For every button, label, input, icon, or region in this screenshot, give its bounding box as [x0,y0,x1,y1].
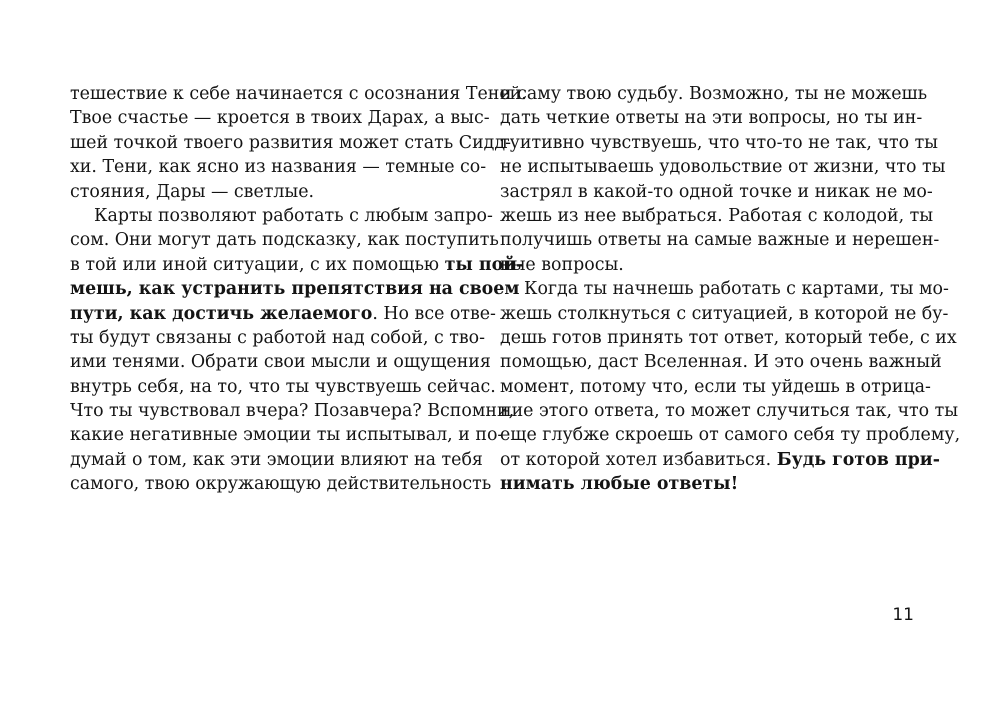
text-line [70,277,520,301]
text-line [70,302,496,326]
bold-text-segment: Будь готов при- [776,449,940,470]
text-line [70,399,515,423]
text-segment: еще глубже скроешь от самого себя ту проблему, [500,425,961,446]
text-line [70,106,490,130]
bold-text-segment: ты пой- [444,254,524,275]
text-line [500,82,928,106]
text-segment: не испытываешь удовольствие от жизни, что ты [500,157,946,178]
text-segment: дать четкие ответы на эти вопросы, но ты ин- [500,108,923,129]
page-number: 11 [892,605,914,625]
text-line [70,131,511,155]
text-segment: ими тенями. Обрати свои мысли и ощущения [70,352,491,373]
text-segment: сом. Они могут дать подсказку, как поступить [70,230,499,251]
text-segment: хи. Тени, как ясно из названия — темные со- [70,157,487,178]
text-line [500,472,912,496]
text-segment: самого, твою окружающую действительность [70,474,492,495]
text-line [500,423,961,447]
bold-text-segment: нимать любые ответы! [500,474,739,495]
text-segment: жешь столкнуться с ситуацией, в которой не бу- [500,303,949,324]
text-segment: ты будут связаны с работой над собой, с тво- [70,327,486,348]
text-segment: стояния, Дары — светлые. [70,181,315,202]
text-segment: внутрь себя, на то, что ты чувствуешь сейчас. [70,376,496,397]
text-segment: туитивно чувствуешь, что что-то не так, что ты [500,132,939,153]
bold-text-segment: пути, как достичь желаемого [70,303,373,324]
text-segment: тешествие к себе начинается с осознания Теней. [70,84,527,104]
text-line [70,375,496,399]
text-line [70,253,524,277]
text-segment: жешь из нее выбраться. Работая с колодой, ты [500,205,934,226]
text-line [500,375,931,399]
text-line [500,448,940,472]
text-line [500,228,940,252]
text-line [500,155,946,179]
text-line [70,326,486,350]
text-line [500,399,959,423]
text-line [70,472,492,496]
text-line [70,350,491,374]
text-segment: Твое счастье — кроется в твоих Дарах, а выс- [70,108,490,129]
text-segment: помощью, даст Вселенная. И это очень важный [500,352,942,373]
text-segment: от которой хотел избавиться. [500,449,777,470]
text-line [70,448,482,472]
text-segment: дешь готов принять тот ответ, который тебе, с их [500,327,957,348]
text-segment: и саму твою судьбу. Возможно, ты не можешь [500,84,928,104]
text-line [70,180,482,204]
text-line [500,180,933,204]
text-line [500,350,942,374]
text-line [500,302,949,326]
text-line [70,204,493,228]
text-segment: думай о том, как эти эмоции влияют на тебя [70,449,483,470]
text-segment: Карты позволяют работать с любым запро- [94,205,493,226]
text-segment: Когда ты начнешь работать с картами, ты мо- [524,279,949,300]
left-text-column [70,82,527,497]
text-line [500,131,939,155]
text-segment: ние этого ответа, то может случиться так, что ты [500,401,959,422]
text-line [500,326,957,350]
text-segment: получишь ответы на самые важные и нерешен- [500,230,940,251]
text-segment: момент, потому что, если ты уйдешь в отрица- [500,376,931,397]
text-segment: . Но все отве- [372,303,496,324]
text-line [70,423,504,447]
text-line [500,106,923,130]
text-segment: застрял в какой-то одной точке и никак не мо- [500,181,933,202]
text-line [500,277,949,301]
text-line [70,155,487,179]
text-line [70,82,527,106]
text-segment: Что ты чувствовал вчера? Позавчера? Вспомни, [70,401,515,422]
bold-text-segment: мешь, как устранить препятствия на своем [70,279,520,300]
text-segment: шей точкой твоего развития может стать Сидд- [70,132,511,153]
text-segment: ные вопросы. [500,254,624,275]
right-text-column [500,82,961,497]
text-segment: какие негативные эмоции ты испытывал, и по- [70,425,504,446]
text-line [500,204,934,228]
text-segment: в той или иной ситуации, с их помощью [70,254,445,275]
text-line [500,253,912,277]
text-line [70,228,499,252]
